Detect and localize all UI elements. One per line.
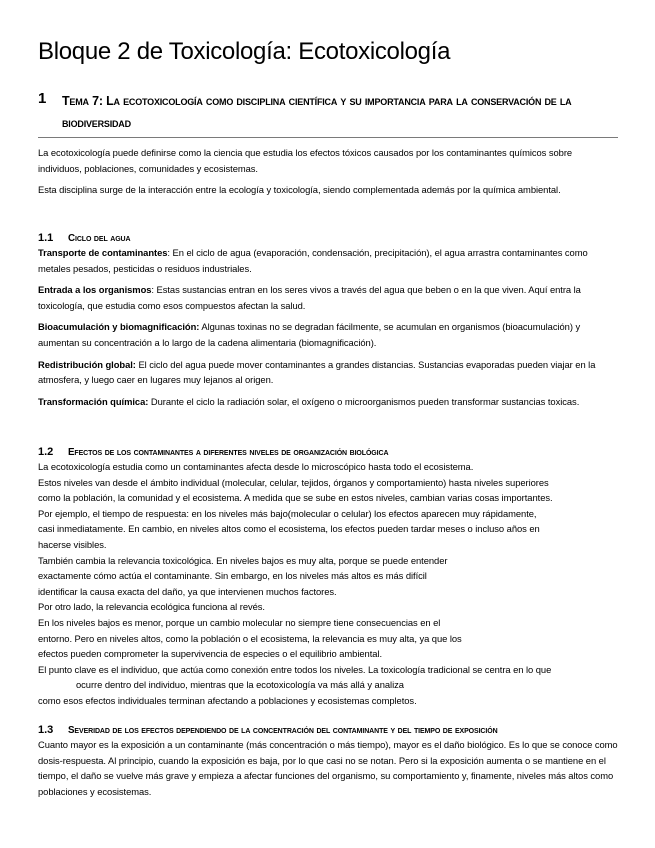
heading-rule	[38, 137, 618, 138]
intro-paragraph: La ecotoxicología puede definirse como la ciencia que estudia los efectos tóxicos causados por los contaminantes químicos sobre individuos, poblaciones, comunidades y ecosistemas.	[38, 147, 573, 174]
section-number: 1.1	[38, 232, 54, 244]
chapter-number: 1	[38, 90, 47, 107]
list-item	[38, 245, 618, 276]
item-text: Durante el ciclo la radiación solar, el oxígeno o microorganismos pueden transformar sustancias toxicas.	[150, 395, 580, 407]
list-item	[38, 282, 618, 313]
text-line: como esos efectos individuales terminan afectando a poblaciones y ecosistemas completos.	[38, 694, 417, 706]
text-line: exactamente cómo actúa el contaminante. Sin embargo, en los niveles más altos es más difícil	[38, 570, 427, 582]
text-line: Por otro lado, la relevancia ecológica funciona al revés.	[38, 601, 265, 613]
text-line: efectos pueden comprometer la supervivencia de especies o el equilibrio ambiental.	[38, 648, 383, 660]
item-text: El ciclo del agua puede mover contaminantes a grandes distancias. Sustancias evaporadas pueden viajar en la atmosfera, y luego caer en lugares muy lejanos al origen.	[38, 358, 596, 386]
section-heading	[38, 446, 618, 458]
item-term: Transformación química:	[38, 395, 149, 407]
section-1-3	[38, 724, 618, 799]
section-paragraph: Cuanto mayor es la exposición a un contaminante (más concentración o más tiempo), mayor es el daño biológico. Es lo que se conoce como dosis-respuesta. Al principio, cuando la exposición es baja, por lo que casi no se notan. Pero si la exposición aumenta o se mantiene en el tiempo, el daño se vuelve más grave y empieza a afectar funciones del organismo, su comportamiento y, finamente, niveles más altos como poblaciones y ecosistemas.	[38, 739, 618, 797]
text-line: La ecotoxicología estudia como un contaminantes afecta desde lo microscópico hasta todo el ecosistema.	[38, 461, 474, 472]
item-text: Algunas toxinas no se degradan fácilmente, se acumulan en organismos (bioacumulación) y aumentan su concentración a lo largo de la cadena alimentaria (biomagnificación).	[38, 321, 581, 348]
list-item	[38, 394, 618, 410]
item-sep: :	[167, 247, 173, 258]
item-text: En el ciclo de agua (evaporación, condensación, precipitación), el agua arrastra contaminantes como metales pesados, pesticidas o residuos industriales.	[38, 247, 588, 274]
text-line: hacerse visibles.	[38, 538, 107, 550]
text-line: casi inmediatamente. En cambio, en niveles altos como el ecosistema, los efectos pueden tardar meses o incluso años en	[38, 523, 540, 535]
section-heading	[38, 232, 618, 244]
section-number: 1.2	[38, 446, 54, 458]
section-title: Efectos de los contaminantes a diferentes niveles de organización biológica	[68, 447, 389, 458]
section-1-2	[38, 446, 618, 709]
item-sep: :	[151, 284, 157, 296]
item-term: Redistribución global:	[38, 358, 136, 370]
chapter-heading	[38, 90, 618, 134]
intro-paragraph: Esta disciplina surge de la interacción entre la ecología y toxicología, siendo complementada además por la química ambiental.	[38, 184, 561, 196]
list-item	[38, 357, 618, 388]
intro-section	[38, 145, 618, 198]
document-title: Bloque 2 de Toxicología: Ecotoxicología	[38, 38, 451, 65]
text-line: entorno. Pero en niveles altos, como la población o el ecosistema, la relevancia es muy alta, ya que los	[38, 632, 462, 644]
section-title: Ciclo del agua	[68, 233, 131, 244]
text-line: El punto clave es el individuo, que actúa como conexión entre todos los niveles. La toxicología tradicional se centra en lo que	[38, 663, 552, 675]
text-line: En los niveles bajos es menor, porque un cambio molecular no siempre tiene consecuencias en el	[38, 616, 441, 628]
item-term: Transporte de contaminantes	[38, 247, 168, 258]
text-line: Por ejemplo, el tiempo de respuesta: en los niveles más bajo(molecular o celular) los efectos aparecen muy rápidamente,	[38, 507, 537, 519]
text-line: También cambia la relevancia toxicológica. En niveles bajos es muy alta, porque se puede entender	[38, 554, 448, 566]
text-line: como la población, la comunidad y el ecosistema. A medida que se sube en estos niveles, cambian varias cosas importantes.	[38, 492, 553, 504]
section-1-1	[38, 232, 618, 409]
section-heading	[38, 724, 618, 736]
chapter-title: Tema 7: La ecotoxicología como disciplina científica y su importancia para la conservación de la biodiversidad	[62, 94, 572, 130]
text-line: Estos niveles van desde el ámbito individual (molecular, celular, tejidos, órganos y comportamiento) hasta niveles superiores	[38, 476, 549, 488]
section-title: Severidad de los efectos dependiendo de la concentración del contaminante y del tiempo de exposición	[68, 725, 498, 736]
item-term: Bioacumulación y biomagnificación:	[38, 321, 200, 333]
item-text: Estas sustancias entran en los seres vivos a través del agua que beben o en la que viven. Aquí entra la toxicología, que estudia como esos compuestos afectan la salud.	[38, 284, 581, 311]
text-line: identificar la causa exacta del daño, ya que intervienen muchos factores.	[38, 585, 337, 597]
item-term: Entrada a los organismos	[38, 284, 152, 296]
section-number: 1.3	[38, 724, 54, 736]
list-item	[38, 319, 618, 350]
text-line: ocurre dentro del individuo, mientras que la ecotoxicología va más allá y analiza	[76, 679, 404, 691]
